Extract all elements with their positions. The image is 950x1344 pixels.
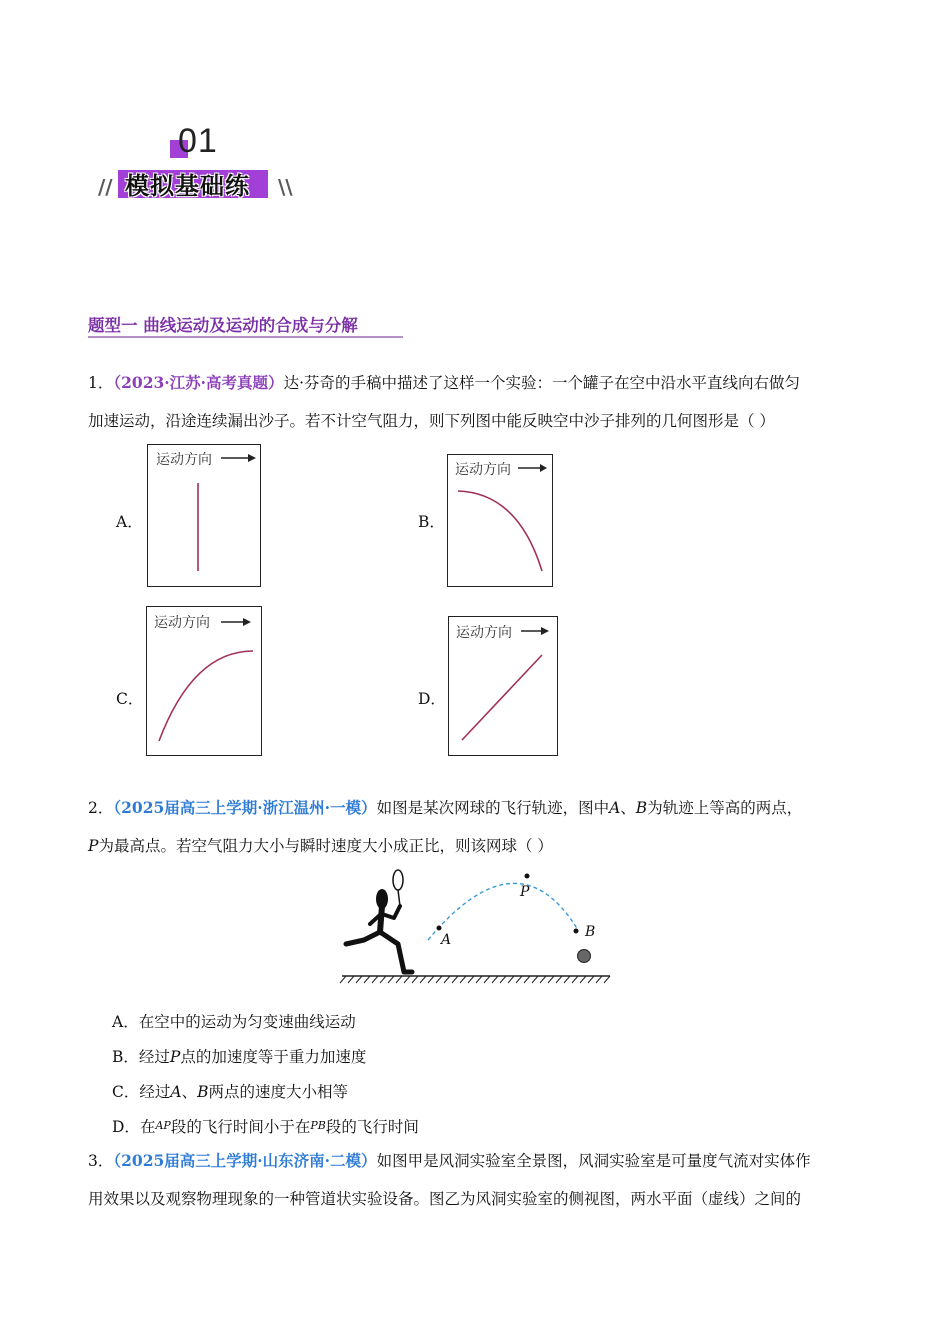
q2-option-d-post: 段的飞行时间 [325,1118,419,1136]
q2-option-d-mid: 段的飞行时间小于在 [170,1118,311,1136]
q1-option-a-figure[interactable] [147,444,261,587]
q2-option-d-seg2: PB [310,1119,326,1132]
question-2-number: 2． [88,799,114,817]
q2-option-b-pre: 经过 [138,1048,170,1066]
q1-option-c-letter[interactable]: C． [116,690,144,708]
q1-option-b-letter[interactable]: B． [418,513,445,531]
q2-option-b-letter: B． [112,1048,139,1066]
question-1-text-1: 达·芬奇的手稿中描述了这样一个实验：一个罐子在空中沿水平直线向右做匀 [283,374,800,392]
player-figure-icon [346,870,412,972]
q2-option-a-text: 在空中的运动为匀变速曲线运动 [138,1013,356,1031]
point-b-ref: B [635,799,648,817]
q1-option-b-direction-label: 运动方向 [455,462,511,478]
q1-option-d-plot [449,617,557,755]
question-2-line-2 [88,829,878,863]
sand-straight-line [462,655,542,740]
question-2-text-1b: 为轨迹上等高的两点， [647,799,803,817]
banner-title: 模拟基础练 [125,172,250,200]
tennis-trajectory-figure [338,862,618,986]
sand-curve-rising [159,651,253,741]
q1-option-d-figure[interactable] [448,616,558,756]
q2-option-d[interactable] [112,1115,419,1137]
point-b-marker [574,929,579,934]
question-3-line-1 [88,1144,878,1178]
question-2-text-1a: 如图是某次网球的飞行轨迹，图中 [376,799,610,817]
q1-option-b-plot [448,455,552,586]
question-2-sep: 、 [620,799,636,817]
point-p-marker [525,874,530,879]
question-2-source: （2025届高三上学期·浙江温州·一模） [113,798,377,817]
question-3-text-2: 用效果以及观察物理现象的一种管道状实验设备。图乙为风洞实验室的侧视图，两水平面（虚线）之间的 [88,1190,802,1208]
direction-arrowhead-icon [248,454,256,462]
q2-option-c-mid: 、 [181,1083,198,1101]
point-p-label: P [520,884,530,900]
direction-arrowhead-icon [243,618,251,626]
q2-option-b[interactable] [112,1045,366,1067]
q2-option-c-var2: B [197,1083,209,1101]
q2-option-c-var: A [170,1083,182,1101]
point-a-ref: A [609,799,621,817]
question-3-source: （2025届高三上学期·山东济南·二模） [113,1151,377,1170]
section-underline [88,336,403,338]
tennis-ball-icon [578,950,591,963]
question-1-line-1 [88,366,868,400]
direction-arrowhead-icon [540,464,547,472]
q1-option-a-plot [148,445,260,586]
point-p-ref: P [88,837,99,855]
direction-arrowhead-icon [541,627,549,635]
q1-option-c-direction-label: 运动方向 [154,615,210,631]
q1-option-c-plot [147,607,261,755]
q2-option-a-letter: A． [112,1013,139,1031]
sand-curve-concave-down [458,491,542,571]
q1-option-c-figure[interactable] [146,606,262,756]
q1-option-a-letter[interactable]: A． [116,513,143,531]
section-title: 题型一 曲线运动及运动的合成与分解 [88,316,358,335]
q2-option-c-letter: C． [112,1083,140,1101]
banner-left-deco: // [98,175,113,199]
question-1-source: （2023·江苏·高考真题） [113,373,284,392]
question-3-number: 3． [88,1152,114,1170]
q2-option-d-pre: 在 [139,1118,156,1136]
q2-option-b-var: P [169,1048,181,1066]
q1-option-b-figure[interactable] [447,454,553,587]
q2-option-d-letter: D． [112,1118,140,1136]
question-1-number: 1． [88,374,114,392]
question-1-text-2: 加速运动，沿途连续漏出沙子。若不计空气阻力，则下列图中能反映空中沙子排列的几何图形是（ ） [88,412,775,430]
q1-option-d-direction-label: 运动方向 [456,625,512,641]
question-2-text-2: 为最高点。若空气阻力大小与瞬时速度大小成正比，则该网球（ ） [98,837,553,855]
q2-option-c-pre: 经过 [139,1083,171,1101]
q2-option-d-seg1: AP [155,1119,171,1132]
q1-option-a-direction-label: 运动方向 [156,452,212,468]
point-a-label: A [441,932,452,948]
q2-option-a[interactable] [112,1010,356,1032]
question-2-line-1 [88,791,878,825]
q2-option-c[interactable] [112,1080,348,1102]
ground-hatching [340,976,610,983]
banner-number: 01 [178,122,218,160]
point-a-marker [437,926,442,931]
question-3-text-1: 如图甲是风洞实验室全景图，风洞实验室是可量度气流对实体作 [376,1152,811,1170]
point-b-label: B [585,924,596,940]
q1-option-d-letter[interactable]: D． [418,690,446,708]
q2-option-c-post: 两点的速度大小相等 [208,1083,349,1101]
q2-option-b-post: 点的加速度等于重力加速度 [180,1048,367,1066]
banner-right-deco: \\ [278,175,293,199]
